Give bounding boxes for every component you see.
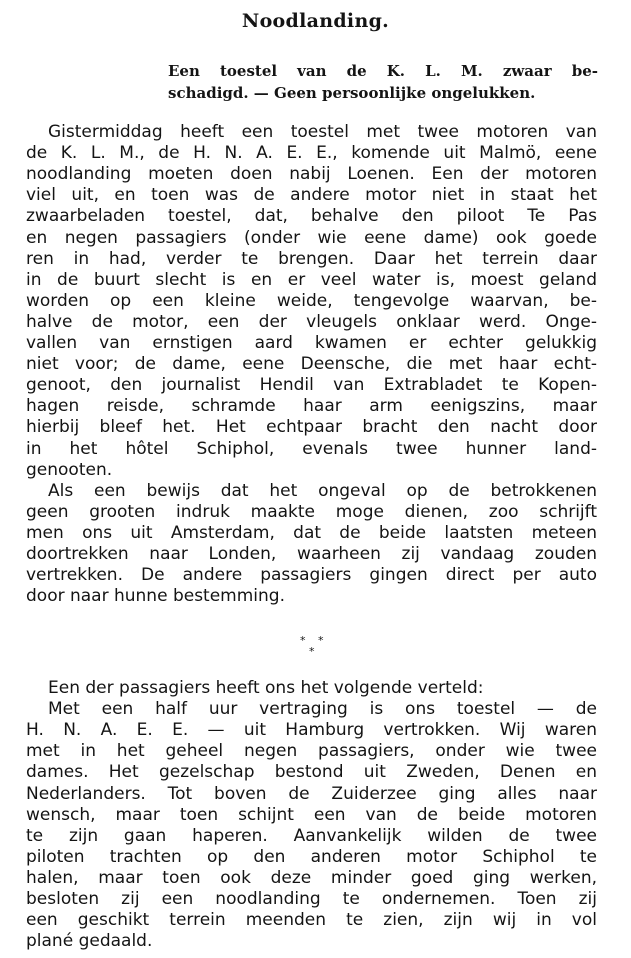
text-line: H. N. A. E. E. — uit Hamburg vertrokken. Wij waren bbox=[26, 720, 597, 741]
text-line: de K. L. M., de H. N. A. E. E., komende uit Malmö, eene bbox=[26, 143, 597, 164]
text-line: vallen van ernstigen aard kwamen er echter gelukkig bbox=[26, 333, 597, 353]
text-line: piloten trachten op den anderen motor Schiphol te bbox=[26, 846, 597, 867]
text-line: te zijn gaan haperen. Aanvankelijk wilden de twee bbox=[26, 825, 597, 846]
text-line: viel uit, en toen was de andere motor niet in staat het bbox=[26, 185, 597, 206]
text-line: vertrekken. De andere passagiers gingen direct per auto bbox=[26, 565, 597, 586]
subhead-line: Een toestel van de K. L. M. zwaar be- bbox=[168, 62, 598, 80]
asterism-separator bbox=[300, 633, 326, 659]
text-line: hagen reisde, schramde haar arm eenigszins, maar bbox=[26, 396, 597, 417]
asterism-star: * bbox=[300, 634, 306, 647]
text-line: geen grooten indruk maakte moge dienen, zoo schrijft bbox=[26, 501, 597, 522]
text-line: wensch, maar toen schijnt een van de beide motoren bbox=[26, 804, 597, 825]
text-line: genooten. bbox=[26, 459, 113, 480]
text-line: zwaarbeladen toestel, dat, behalve den piloot Te Pas bbox=[26, 206, 597, 227]
text-line: noodlanding moeten doen nabij Loenen. Een der motoren bbox=[26, 164, 597, 185]
text-line: in het hôtel Schiphol, evenals twee hunner land- bbox=[26, 438, 597, 459]
headline: Noodlanding. bbox=[241, 10, 390, 32]
text-line: Een der passagiers heeft ons het volgende verteld: bbox=[48, 678, 484, 698]
text-line: worden op een kleine weide, tengevolge waarvan, be- bbox=[26, 290, 597, 311]
text-line: men ons uit Amsterdam, dat de beide laatsten meteen bbox=[26, 522, 597, 543]
text-line: halen, maar toen ook deze minder goed ging werken, bbox=[26, 867, 597, 888]
text-line: Nederlanders. Tot boven de Zuiderzee ging alles naar bbox=[26, 783, 597, 804]
text-line: door naar hunne bestemming. bbox=[26, 586, 285, 607]
subhead-line: schadigd. — Geen persoonlijke ongelukken. bbox=[168, 84, 536, 102]
subheadline bbox=[168, 60, 598, 104]
text-line: met in het geheel negen passagiers, onder wie twee bbox=[26, 741, 597, 762]
text-line: besloten zij een noodlanding te ondernemen. Toen zij bbox=[26, 889, 597, 909]
text-line: Als een bewijs dat het ongeval op de betrokkenen bbox=[48, 480, 597, 501]
text-line: een geschikt terrein meenden te zien, zijn wij in vol bbox=[26, 910, 597, 931]
text-line: doortrekken naar Londen, waarheen zij vandaag zouden bbox=[26, 544, 597, 564]
text-line: Gistermiddag heeft een toestel met twee motoren van bbox=[48, 122, 597, 142]
text-line: en negen passagiers (onder wie eene dame) ook goede bbox=[26, 227, 597, 248]
asterism-star: * bbox=[309, 645, 315, 658]
text-line: genoot, den journalist Hendil van Extrabladet te Kopen- bbox=[26, 375, 597, 396]
text-line: ren in had, verder te brengen. Daar het terrein daar bbox=[26, 248, 597, 269]
asterism-star: * bbox=[318, 634, 324, 647]
text-line: Met een half uur vertraging is ons toestel — de bbox=[48, 699, 597, 720]
text-line: niet voor; de dame, eene Deensche, die met haar echt- bbox=[26, 354, 597, 375]
text-line: dames. Het gezelschap bestond uit Zweden, Denen en bbox=[26, 762, 597, 783]
text-line: plané gedaald. bbox=[26, 931, 153, 952]
text-line: hierbij bleef het. Het echtpaar bracht den nacht door bbox=[26, 417, 597, 438]
text-line: in de buurt slecht is en er veel water is, moest geland bbox=[26, 269, 597, 290]
text-line: halve de motor, een der vleugels onklaar werd. Onge- bbox=[26, 311, 597, 332]
